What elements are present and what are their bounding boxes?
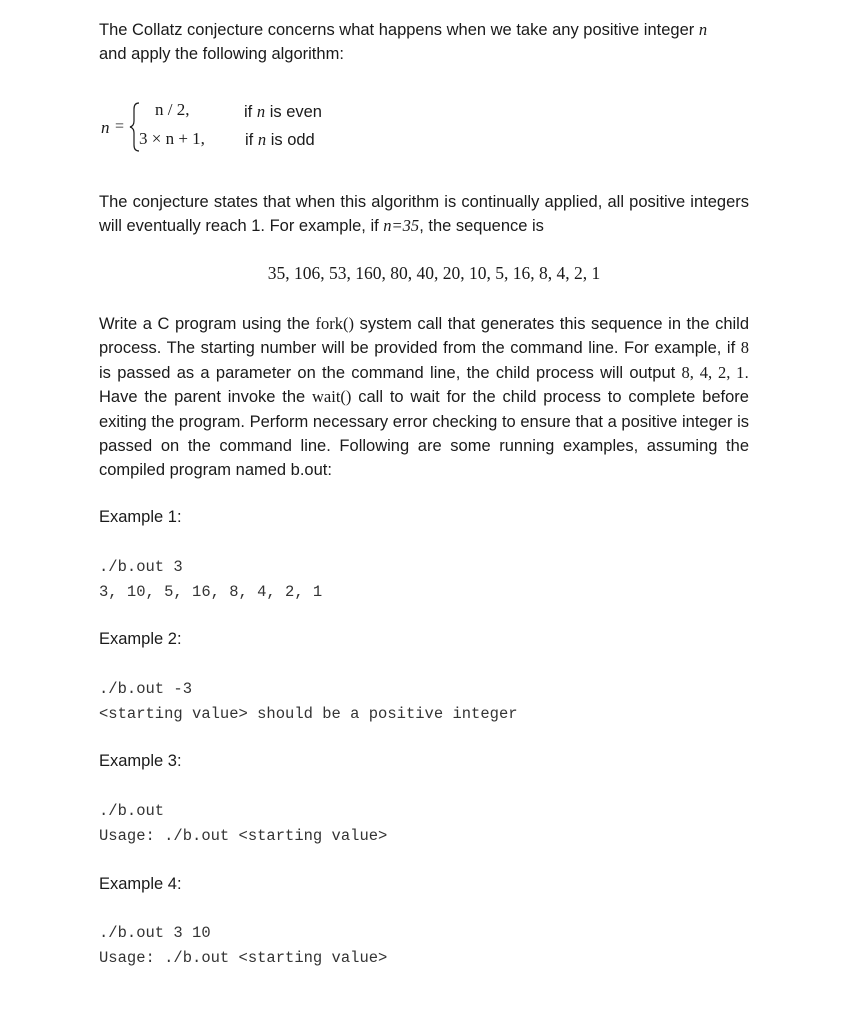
- example-1-cmd: ./b.out 3: [99, 558, 183, 576]
- example-3-code: [99, 799, 387, 848]
- collatz-formula: [99, 98, 429, 158]
- case-even-expr: n / 2,: [155, 100, 190, 119]
- example-1-code: [99, 555, 322, 604]
- example-2-label: Example 2:: [99, 630, 182, 648]
- example-1-output: 3, 10, 5, 16, 8, 4, 2, 1: [99, 582, 323, 601]
- example-4-code: [99, 921, 387, 970]
- example-3-output: Usage: ./b.out <starting value>: [99, 826, 388, 845]
- example-2-code: [99, 677, 518, 726]
- n-equals-35: n=35: [383, 216, 420, 236]
- example-4-cmd: ./b.out 3 10: [99, 924, 211, 942]
- cond-odd: if n is odd: [245, 130, 315, 149]
- task-paragraph: Write a C program using the fork() system call that generates this sequence in the child process. The starting number will be provided from the command line. For example, if 8 is passed as a parameter on the command line, the child process will output 8, 4, 2, 1. Have the parent invoke the wait() call to wait for the child process to complete before exiting the program. Perform necessary error checking to ensure that a positive integer is passed on the command line. Following are some running examples, assuming the compiled program named b.out:: [99, 314, 749, 480]
- wait-call: wait(): [312, 387, 352, 407]
- example-2-cmd: ./b.out -3: [99, 680, 193, 698]
- intro-line2: and apply the following algorithm:: [99, 45, 344, 64]
- example-4-label: Example 4:: [99, 875, 182, 893]
- example-2-output: <starting value> should be a positive integer: [99, 704, 518, 723]
- conjecture-paragraph: The conjecture states that when this algorithm is continually applied, all positive integers will eventually reach 1. For example, if n=35, the sequence is: [99, 193, 749, 236]
- formula-lhs: n: [101, 118, 110, 137]
- intro-paragraph: [99, 18, 749, 67]
- case-odd-expr: 3 × n + 1,: [139, 129, 205, 148]
- example-sequence: 35, 106, 53, 160, 80, 40, 20, 10, 5, 16, 8, 4, 2, 1: [267, 263, 601, 283]
- fork-call: fork(): [315, 314, 355, 333]
- formula-eq: =: [115, 118, 125, 135]
- example-3-label: Example 3:: [99, 752, 182, 770]
- cond-even: if n is even: [244, 102, 322, 121]
- intro-var: n: [698, 20, 708, 39]
- example-3-cmd: ./b.out: [99, 802, 165, 820]
- intro-text: The Collatz conjecture concerns what happens when we take any positive integer: [99, 21, 695, 39]
- example-1-label: Example 1:: [99, 508, 182, 526]
- example-4-output: Usage: ./b.out <starting value>: [99, 948, 388, 967]
